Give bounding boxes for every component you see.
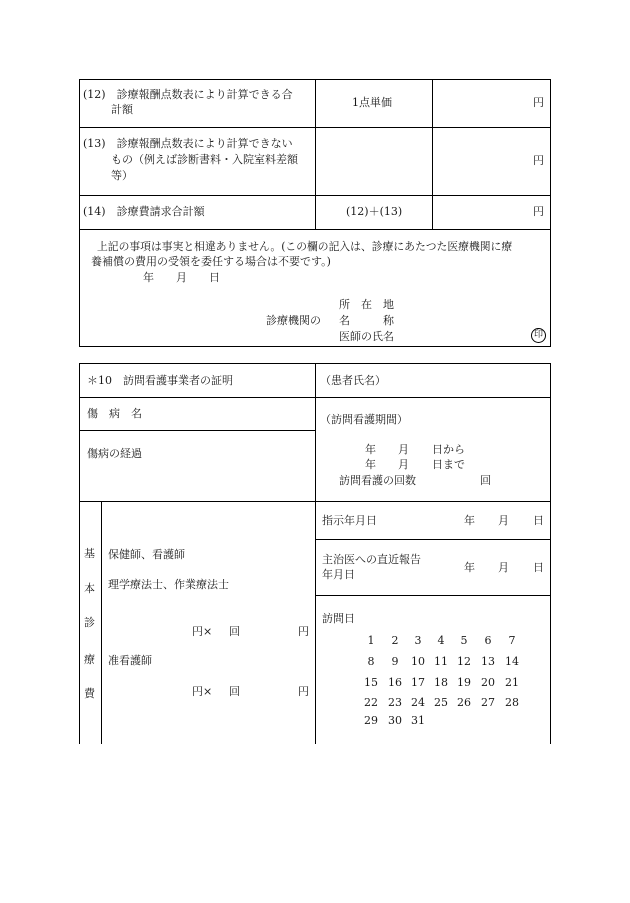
visit-day-15: 15 [364, 676, 378, 689]
basic-fee-char-1: 基 [84, 547, 95, 560]
certification-text-line2: 養補償の費用の受領を委任する場合は不要です。) [91, 255, 331, 268]
row13-label-line2: もの（例えば診断書料・入院室料差額 [111, 153, 298, 166]
row12-label-line2: 計額 [111, 103, 133, 116]
visit-day-20: 20 [481, 676, 495, 689]
visit-day-7: 7 [508, 634, 516, 647]
period-to-month: 月 [398, 458, 409, 471]
visit-day-24: 24 [411, 696, 425, 709]
doctor-name-label: 医師の氏名 [339, 330, 394, 343]
certification-text-line1: 上記の事項は事実と相違ありません。(この欄の記入は、診療にあたつた医療機関に療 [97, 240, 513, 253]
row13-label-line1: (13) 診療報酬点数表により計算できない [83, 137, 293, 150]
visit-day-27: 27 [481, 696, 495, 709]
visit-day-10: 10 [411, 655, 425, 668]
row12-yen-unit: 円 [533, 96, 544, 109]
visit-day-2: 2 [391, 634, 399, 647]
row14-formula: (12)＋(13) [346, 205, 403, 218]
certification-date-month: 月 [176, 271, 187, 284]
instruction-date-month: 月 [498, 514, 509, 527]
report-date-day: 日 [533, 561, 544, 574]
report-date-month: 月 [498, 561, 509, 574]
visit-day-22: 22 [364, 696, 378, 709]
visit-day-11: 11 [434, 655, 448, 668]
visit-day-29: 29 [364, 714, 378, 727]
visit-day-3: 3 [414, 634, 422, 647]
injury-name-label: 傷 病 名 [87, 407, 142, 420]
row14-yen-unit: 円 [533, 205, 544, 218]
visit-day-18: 18 [434, 676, 448, 689]
visit-day-17: 17 [411, 676, 425, 689]
fee2-times: 回 [229, 685, 240, 698]
fee1-times: 回 [229, 625, 240, 638]
report-date-label-line1: 主治医への直近報告 [322, 553, 421, 566]
visit-count-unit: 回 [480, 474, 491, 487]
instruction-date-label: 指示年月日 [322, 514, 377, 527]
address-label: 所 在 地 [339, 298, 394, 311]
fee1-yen: 円 [298, 625, 309, 638]
visit-day-6: 6 [484, 634, 492, 647]
visit-day-5: 5 [460, 634, 468, 647]
period-from-month: 月 [398, 443, 409, 456]
visit-day-9: 9 [391, 655, 399, 668]
basic-fee-char-4: 療 [84, 653, 95, 666]
certification-date-day: 日 [209, 271, 220, 284]
row13-yen-unit: 円 [533, 154, 544, 167]
institution-label: 診療機関の [266, 314, 321, 327]
row14-label: (14) 診療費請求合計額 [83, 205, 205, 218]
visit-day-1: 1 [367, 634, 375, 647]
basic-fee-char-5: 費 [84, 687, 95, 700]
institution-name-label: 名 称 [339, 314, 394, 327]
period-to-day: 日まで [432, 458, 465, 471]
injury-course-label: 傷病の経過 [87, 447, 142, 460]
visit-day-28: 28 [505, 696, 519, 709]
visit-day-8: 8 [367, 655, 375, 668]
instruction-date-day: 日 [533, 514, 544, 527]
period-to-year: 年 [365, 458, 376, 471]
visit-day-19: 19 [457, 676, 471, 689]
visiting-nurse-cert-title: ＊10 訪問看護事業者の証明 [87, 374, 233, 387]
fee2-yen: 円 [298, 685, 309, 698]
visit-day-21: 21 [505, 676, 519, 689]
therapist-label: 理学療法士、作業療法士 [108, 578, 229, 591]
visit-day-14: 14 [505, 655, 519, 668]
period-from-year: 年 [365, 443, 376, 456]
visit-day-23: 23 [388, 696, 402, 709]
visit-day-30: 30 [388, 714, 402, 727]
visit-day-25: 25 [434, 696, 448, 709]
assistant-nurse-label: 准看護師 [108, 654, 152, 667]
visit-days-label: 訪問日 [322, 612, 355, 625]
visit-day-4: 4 [437, 634, 445, 647]
basic-fee-char-3: 診 [84, 616, 95, 629]
visit-day-13: 13 [481, 655, 495, 668]
visit-day-16: 16 [388, 676, 402, 689]
report-date-label-line2: 年月日 [322, 568, 355, 581]
visit-day-31: 31 [411, 714, 425, 727]
instruction-date-year: 年 [464, 514, 475, 527]
visit-day-26: 26 [457, 696, 471, 709]
seal-icon: 印 [531, 328, 546, 343]
certification-date-year: 年 [143, 271, 154, 284]
visit-period-label: （訪問看護期間） [320, 413, 408, 426]
patient-name-label: （患者氏名） [320, 374, 386, 387]
period-from-day: 日から [432, 443, 465, 456]
row12-unit-price-label: 1点単価 [352, 96, 392, 109]
visit-count-label: 訪問看護の回数 [339, 474, 416, 487]
fee1-yen-times: 円× [192, 625, 213, 638]
fee2-yen-times: 円× [192, 685, 213, 698]
visit-day-12: 12 [457, 655, 471, 668]
nurse-label: 保健師、看護師 [108, 548, 185, 561]
row12-label-line1: (12) 診療報酬点数表により計算できる合 [83, 88, 293, 101]
basic-fee-char-2: 本 [84, 582, 95, 595]
row13-label-line3: 等） [111, 169, 133, 182]
report-date-year: 年 [464, 561, 475, 574]
